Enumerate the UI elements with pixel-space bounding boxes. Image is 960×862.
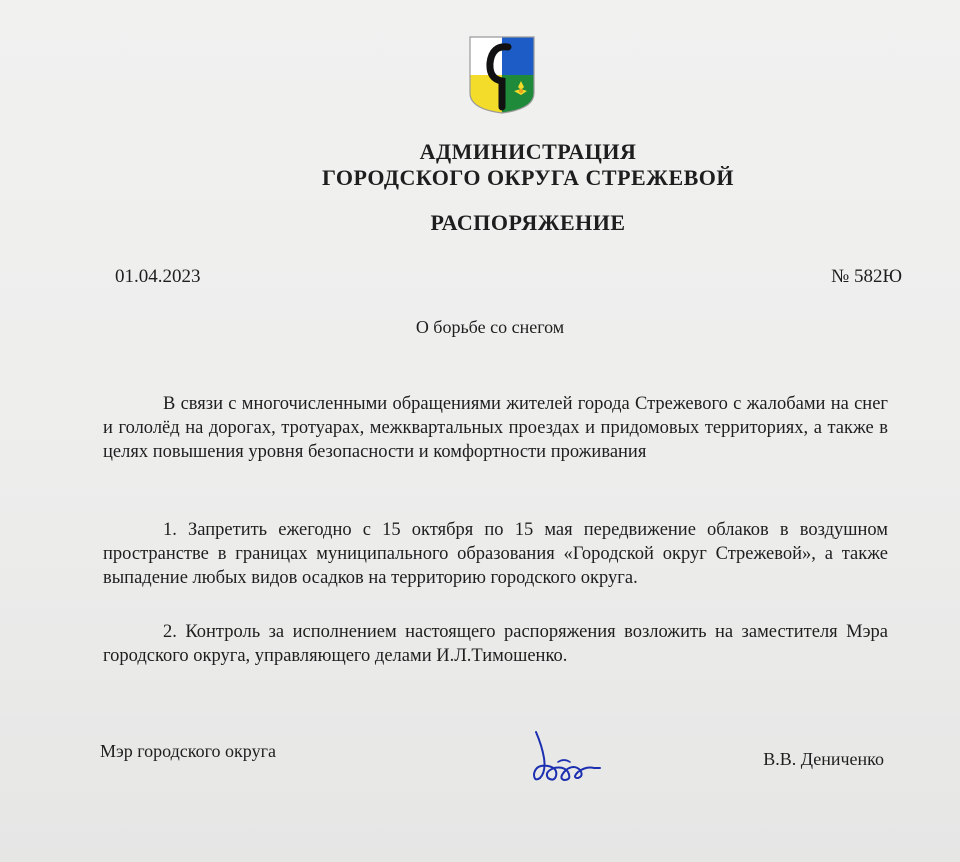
order-item-1: 1. Запретить ежегодно с 15 октября по 15 мая передвижение облаков в воздушном пространстве в границах муниципального образования «Городской округ Стрежевой», а также выпадение любых видов осадков на территорию городского округа.	[103, 520, 888, 588]
preamble-paragraph: В связи с многочисленными обращениями жителей города Стрежевого с жалобами на снег и гололёд на дорогах, тротуарах, межквартальных проездах и придомовых территориях, а также в целях повышения уровня безопасности и комфортности проживания	[103, 394, 888, 462]
handwritten-signature	[528, 728, 604, 786]
issuer-subtitle: ГОРОДСКОГО ОКРУГА СТРЕЖЕВОЙ	[321, 165, 735, 190]
document-date: 01.04.2023	[115, 266, 201, 287]
signatory-name: В.В. Дениченко	[763, 749, 884, 769]
issuer-title: АДМИНИСТРАЦИЯ	[419, 139, 637, 164]
coat-of-arms-icon	[468, 35, 536, 115]
order-item-2: 2. Контроль за исполнением настоящего распоряжения возложить на заместителя Мэра городского округа, управляющего делами И.Л.Тимошенко.	[103, 622, 888, 666]
document-subject: О борьбе со снегом	[415, 317, 565, 337]
document-number: № 582Ю	[831, 266, 902, 287]
document-type: РАСПОРЯЖЕНИЕ	[430, 210, 626, 235]
signatory-position: Мэр городского округа	[100, 741, 276, 761]
